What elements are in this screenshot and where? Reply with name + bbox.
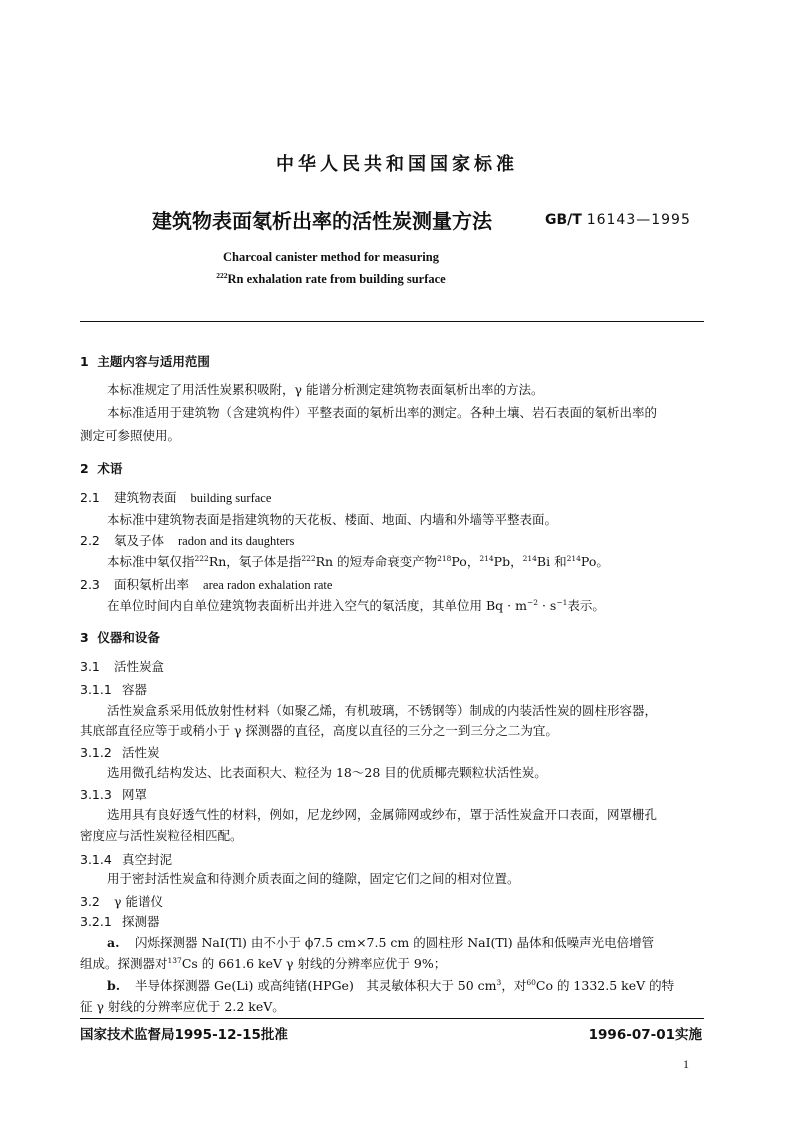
approval-date: 国家技术监督局1995-12-15批准 xyxy=(80,1027,288,1043)
document-title: 建筑物表面氡析出率的活性炭测量方法 xyxy=(152,209,492,233)
clause-3-2 xyxy=(80,892,163,910)
list-item-a-continuation: 组成。探测器对$^{137}$Cs 的 661.6 keV γ 射线的分辨率应优于 9%； xyxy=(80,955,447,971)
english-title-line-1: Charcoal canister method for measuring xyxy=(223,250,439,264)
list-item-a: a. 闪烁探测器 NaI(Tl) 由不小于 ϕ7.5 cm×7.5 cm 的圆柱形 NaI(Tl) 晶体和低噪声光电倍增管 xyxy=(107,935,655,950)
clause-number: 3.2 xyxy=(80,894,100,909)
paragraph-continuation: 密度应与活性炭粒径相匹配。 xyxy=(80,828,243,843)
list-label: a. xyxy=(107,935,120,950)
clause-number: 3.1.4 xyxy=(80,852,112,867)
term-english: area radon exhalation rate xyxy=(203,578,333,592)
clause-number: 2.1 xyxy=(80,490,100,505)
standard-prefix: GB/T xyxy=(545,212,582,228)
clause-number: 3.1.2 xyxy=(80,745,112,760)
paragraph-continuation: 测定可参照使用。 xyxy=(80,428,181,443)
clause-title: γ 能谱仪 xyxy=(114,894,163,909)
term-english: building surface xyxy=(190,491,272,505)
standard-number: 16143—1995 xyxy=(586,212,691,228)
clause-number: 2.3 xyxy=(80,577,100,592)
term-title: 面积氡析出率 xyxy=(114,577,190,592)
clause-title: 容器 xyxy=(122,682,148,697)
clause-number: 3.1.1 xyxy=(80,682,112,697)
clause-number: 2.2 xyxy=(80,533,100,548)
clause-3-2-1 xyxy=(80,912,160,930)
clause-title: 真空封泥 xyxy=(122,852,173,867)
section-number: 3 xyxy=(80,630,89,645)
clause-3-1 xyxy=(80,657,164,675)
list-item-b: b. 半导体探测器 Ge(Li) 或高纯锗(HPGe) 其灵敏体积大于 50 $cm^3$，对$^{60}$Co 的 1332.5 keV 的特 xyxy=(107,977,675,993)
section-title: 术语 xyxy=(97,461,123,476)
clause-3-1-4 xyxy=(80,850,172,868)
section-1-heading xyxy=(80,352,210,370)
implementation-date: 1996-07-01实施 xyxy=(588,1027,702,1043)
term-definition: 在单位时间内自单位建筑物表面析出并进入空气的氡活度，其单位用 $Bq \cdot m^{-2} \cdot s^{-1}$表示。 xyxy=(107,597,605,613)
clause-3-1-1 xyxy=(80,680,147,698)
paragraph: 选用具有良好透气性的材料，例如，尼龙纱网，金属筛网或纱布，罩于活性炭盒开口表面，网罩栅孔 xyxy=(107,807,658,822)
paragraph-continuation: 其底部直径应等于或稍小于 γ 探测器的直径，高度以直径的三分之一到三分之二为宜。 xyxy=(80,723,558,738)
term-title: 氡及子体 xyxy=(114,533,165,548)
term-definition: 本标准中建筑物表面是指建筑物的天花板、楼面、地面、内墙和外墙等平整表面。 xyxy=(107,512,558,527)
term-definition: 本标准中氡仅指$^{222}$Rn，氡子体是指$^{222}$Rn 的短寿命衰变产物$^{218}$Po，$^{214}$Pb，$^{214}$Bi 和$^{214}$Po。 xyxy=(107,553,609,569)
clause-title: 活性炭盒 xyxy=(114,659,165,674)
clause-number: 3.2.1 xyxy=(80,914,112,929)
english-title-text: Rn exhalation rate from building surface xyxy=(227,272,446,286)
section-number: 1 xyxy=(80,354,89,369)
paragraph: 本标准适用于建筑物（含建筑构件）平整表面的氡析出率的测定。各种土壤、岩石表面的氡析出率的 xyxy=(107,405,658,420)
section-title: 仪器和设备 xyxy=(97,630,160,645)
clause-number: 3.1.3 xyxy=(80,787,112,802)
english-title-line-2 xyxy=(0,272,662,287)
clause-title: 活性炭 xyxy=(122,745,160,760)
standard-category-heading: 中华人民共和国国家标准 xyxy=(276,154,518,175)
clause-3-1-2 xyxy=(80,743,160,761)
term-2-3 xyxy=(80,575,332,593)
clause-3-1-3 xyxy=(80,785,147,803)
section-title: 主题内容与适用范围 xyxy=(97,354,210,369)
paragraph: 本标准规定了用活性炭累积吸附，γ 能谱分析测定建筑物表面氡析出率的方法。 xyxy=(107,382,544,397)
list-item-b-continuation: 征 γ 射线的分辨率应优于 2.2 keV。 xyxy=(80,999,285,1014)
clause-title: 探测器 xyxy=(122,914,160,929)
standard-code xyxy=(545,212,691,228)
paragraph: 用于密封活性炭盒和待测介质表面之间的缝隙，固定它们之间的相对位置。 xyxy=(107,871,520,886)
list-label: b. xyxy=(107,978,121,993)
section-3-heading xyxy=(80,628,160,646)
clause-number: 3.1 xyxy=(80,659,100,674)
term-english: radon and its daughters xyxy=(178,534,295,548)
term-2-2 xyxy=(80,531,294,549)
paragraph: 活性炭盒系采用低放射性材料（如聚乙烯，有机玻璃，不锈钢等）制成的内装活性炭的圆柱形容器， xyxy=(107,703,658,718)
mass-number: 222 xyxy=(216,270,228,280)
term-2-1 xyxy=(80,488,271,506)
term-title: 建筑物表面 xyxy=(114,490,177,505)
paragraph: 选用微孔结构发达、比表面积大、粒径为 18～28 目的优质椰壳颗粒状活性炭。 xyxy=(107,765,547,780)
page-number: 1 xyxy=(683,1057,689,1071)
footer-divider xyxy=(80,1018,704,1019)
section-2-heading xyxy=(80,459,122,477)
header-divider xyxy=(80,321,704,322)
clause-title: 网罩 xyxy=(122,787,148,802)
section-number: 2 xyxy=(80,461,89,476)
